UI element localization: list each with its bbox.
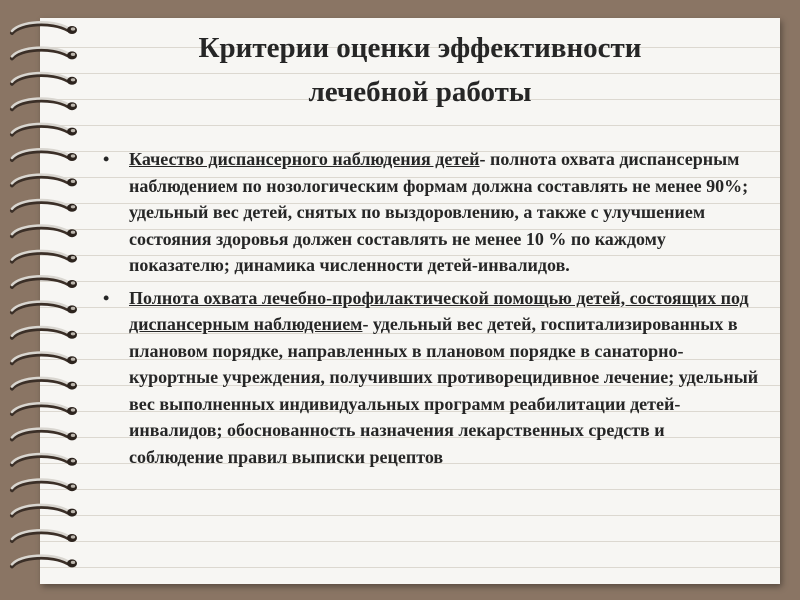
spiral-ring-icon [12, 556, 77, 568]
bullet-text: - полнота охвата диспансерным наблюдением по нозологическим формам должна составлять не менее 90%; удельный вес детей, снятых по выздоровлению, а также с улучшением состояния здоровья должен составлять не менее 10 % по каждому показателю; динамика численности детей-инвалидов. [129, 149, 749, 275]
spiral-ring-icon [12, 73, 77, 85]
spiral-ring-icon [12, 505, 77, 517]
bullet-heading: Качество диспансерного наблюдения детей [129, 149, 480, 169]
spiral-ring-icon [12, 429, 77, 441]
spiral-ring-icon [12, 479, 77, 491]
spiral-ring-icon [12, 251, 77, 263]
spiral-binding-icon [6, 14, 86, 584]
spiral-ring-icon [12, 200, 77, 212]
spiral-ring-icon [12, 403, 77, 415]
spiral-ring-icon [12, 22, 77, 34]
list-item [100, 285, 760, 471]
spiral-ring-icon [12, 225, 77, 237]
spiral-ring-icon [12, 302, 77, 314]
bullet-icon: • [103, 287, 110, 308]
spiral-ring-icon [12, 124, 77, 136]
title-line-2: лечебной работы [308, 76, 532, 108]
spiral-ring-icon [12, 48, 77, 60]
bullet-list [100, 146, 760, 476]
slide-title [80, 26, 760, 114]
spiral-ring-icon [12, 175, 77, 187]
spiral-ring-icon [12, 327, 77, 339]
spiral-ring-icon [12, 276, 77, 288]
bullet-icon: • [103, 149, 110, 169]
spiral-ring-icon [12, 352, 77, 364]
bullet-heading: Полнота охвата лечебно-профилактической помощью детей, состоящих под диспансерным наблюдением [129, 287, 749, 334]
spiral-ring-icon [12, 98, 77, 110]
spiral-ring-icon [12, 378, 77, 390]
title-line-1: Критерии оценки эффективности [198, 32, 642, 64]
spiral-ring-icon [12, 149, 77, 161]
list-item [100, 146, 760, 279]
spiral-ring-icon [12, 530, 77, 542]
spiral-ring-icon [12, 454, 77, 466]
bullet-text: - удельный вес детей, госпитализированных в плановом порядке, направленных в плановом порядке в санаторно-курортные учреждения, получивших противорецидивное лечение; удельный вес выполненных индивидуальных программ реабилитации детей-инвалидов; обоснованность назначения лекарственных средств и соблюдение правил выписки рецептов [129, 314, 759, 467]
